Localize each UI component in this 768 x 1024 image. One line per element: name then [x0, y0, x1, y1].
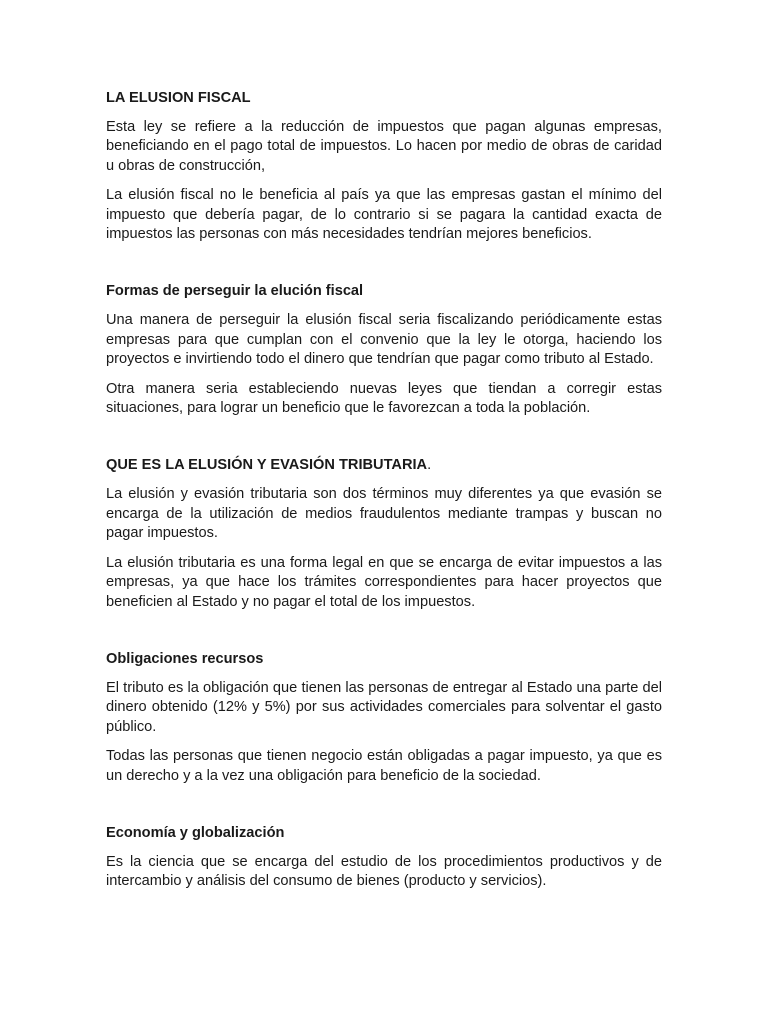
paragraph: La elusión fiscal no le beneficia al país ya que las empresas gastan el mínimo del impuesto que debería pagar, de lo contrario si se pagara la cantidad exacta de impuestos las personas con más necesidades tendrían mejores beneficios.	[106, 187, 662, 243]
paragraph: Es la ciencia que se encarga del estudio de los procedimientos productivos y de intercambio y análisis del consumo de bienes (producto y servicios).	[106, 853, 662, 890]
document-page	[106, 88, 662, 902]
section-heading: Obligaciones recursos	[106, 650, 264, 667]
paragraph: Todas las personas que tienen negocio están obligadas a pagar impuesto, ya que es un derecho y a la vez una obligación para beneficio de la sociedad.	[106, 748, 662, 784]
section-heading: QUE ES LA ELUSIÓN Y EVASIÓN TRIBUTARIA.	[106, 457, 432, 474]
section-heading: Formas de perseguir la elución fiscal	[106, 283, 364, 300]
paragraph: La elusión tributaria es una forma legal en que se encarga de evitar impuestos a las empresas, ya que hace los trámites correspondientes para hacer proyectos que beneficien al Estado y no pagar el total de los impuestos.	[106, 554, 662, 610]
paragraph: Una manera de perseguir la elusión fiscal seria fiscalizando periódicamente estas empresas para que cumplan con el convenio que la ley le otorga, haciendo los proyectos e invirtiendo todo el dinero que tendrían que pagar como tributo al Estado.	[106, 312, 662, 368]
section-heading: Economía y globalización	[106, 824, 285, 841]
paragraph: Esta ley se refiere a la reducción de impuestos que pagan algunas empresas, beneficiando en el pago total de impuestos. Lo hacen por medio de obras de caridad u obras de construcción,	[106, 119, 662, 174]
paragraph: El tributo es la obligación que tienen las personas de entregar al Estado una parte del dinero obtenido (12% y 5%) por sus actividades comerciales para solventar el gasto público.	[106, 679, 662, 735]
paragraph: La elusión y evasión tributaria son dos términos muy diferentes ya que evasión se encarga de la utilización de medios fraudulentos mediante trampas y buscan no pagar impuestos.	[106, 486, 662, 542]
section-heading: LA ELUSION FISCAL	[106, 90, 251, 106]
paragraph: Otra manera seria estableciendo nuevas leyes que tiendan a corregir estas situaciones, para lograr un beneficio que le favorezcan a toda la población.	[106, 380, 662, 417]
